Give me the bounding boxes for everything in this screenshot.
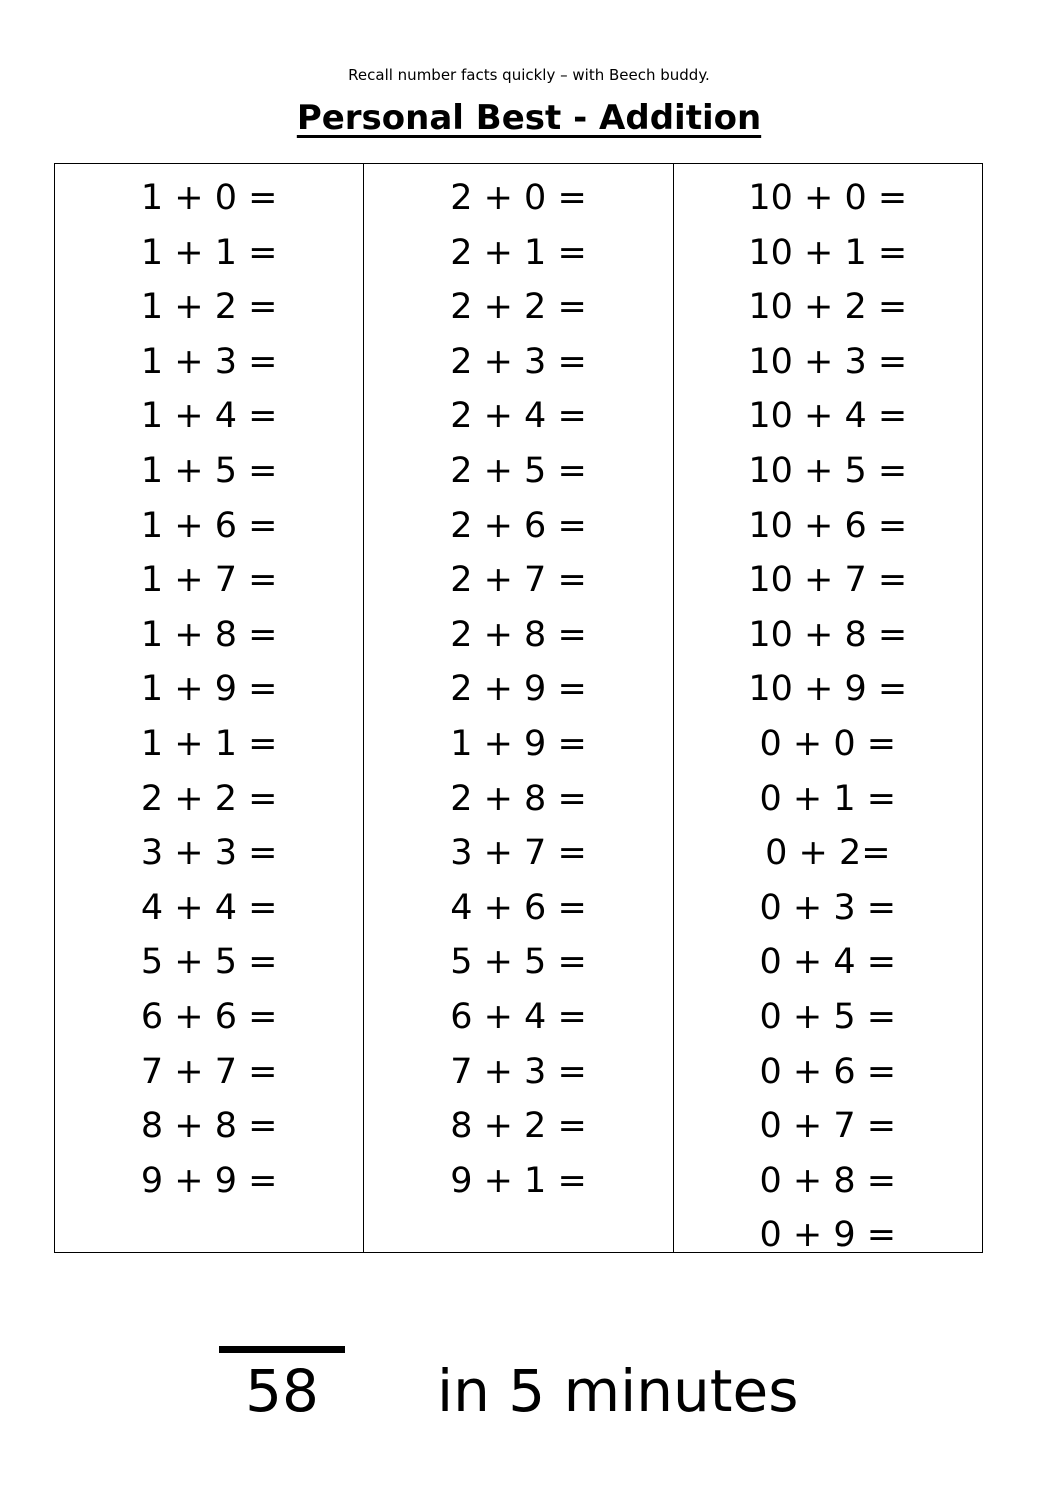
addition-fact: 1 + 1 = [140,232,278,273]
addition-fact: 5 + 5 = [140,942,278,983]
addition-fact: 10 + 5 = [748,450,908,491]
addition-fact: 8 + 2 = [450,1106,587,1147]
addition-fact: 1 + 7 = [140,560,278,601]
addition-fact: 2 + 9 = [450,669,587,710]
facts-grid [54,163,983,1256]
addition-fact: 7 + 3 = [450,1051,587,1092]
addition-fact: 0 + 1 = [759,778,897,819]
addition-fact: 10 + 2 = [748,287,908,328]
worksheet-subtitle: Recall number facts quickly – with Beech buddy. [348,66,710,84]
facts-column-ones [55,164,363,1252]
addition-fact: 10 + 8 = [748,614,908,655]
addition-fact: 1 + 4 = [140,396,278,437]
score-value: 58 [245,1357,319,1425]
addition-fact: 10 + 6 = [748,505,908,546]
addition-fact: 1 + 2 = [140,287,278,328]
addition-fact: 0 + 4 = [759,942,897,983]
addition-fact: 7 + 7 = [140,1051,278,1092]
addition-fact: 2 + 6 = [450,505,587,546]
addition-fact: 2 + 2 = [140,778,278,819]
addition-fact: 1 + 9 = [450,723,587,764]
addition-fact: 3 + 3 = [140,833,278,874]
addition-fact: 2 + 1 = [450,232,587,273]
addition-fact: 0 + 8 = [759,1160,897,1201]
addition-fact: 0 + 5 = [759,996,897,1037]
addition-fact: 6 + 6 = [140,996,278,1037]
addition-fact: 1 + 9 = [140,669,278,710]
addition-fact: 8 + 8 = [140,1106,278,1147]
addition-fact: 2 + 8 = [450,614,587,655]
addition-fact: 2 + 0 = [450,178,587,218]
addition-fact: 2 + 4 = [450,396,587,437]
addition-fact: 2 + 8 = [450,778,587,819]
facts-column-tens-and-zeros [673,164,982,1256]
addition-fact: 10 + 0 = [748,178,908,218]
addition-fact: 0 + 2= [765,833,891,874]
addition-fact: 0 + 6 = [759,1051,897,1092]
addition-fact: 9 + 1 = [450,1160,587,1201]
score-line [219,1346,345,1353]
worksheet-title: Personal Best - Addition [296,98,762,138]
addition-fact: 4 + 4 = [140,887,278,928]
addition-fact: 1 + 8 = [140,614,278,655]
addition-fact: 1 + 5 = [140,450,278,491]
addition-fact: 5 + 5 = [450,942,587,983]
addition-fact: 2 + 5 = [450,450,587,491]
addition-fact: 9 + 9 = [140,1160,278,1201]
addition-fact: 0 + 0 = [759,723,897,764]
addition-fact: 3 + 7 = [450,833,587,874]
addition-fact: 1 + 0 = [140,178,278,218]
addition-fact: 0 + 7 = [759,1106,897,1147]
facts-column-twos [363,164,672,1252]
addition-fact: 0 + 3 = [759,887,897,928]
score-label: in 5 minutes [437,1357,799,1425]
addition-fact: 2 + 3 = [450,341,587,382]
addition-fact: 6 + 4 = [450,996,587,1037]
addition-fact: 10 + 3 = [748,341,908,382]
addition-fact: 1 + 1 = [140,723,278,764]
addition-fact: 10 + 9 = [748,669,908,710]
addition-fact: 10 + 1 = [748,232,908,273]
addition-fact: 4 + 6 = [450,887,587,928]
addition-fact: 0 + 9 = [759,1215,897,1256]
addition-fact: 1 + 6 = [140,505,278,546]
addition-fact: 10 + 4 = [748,396,908,437]
addition-fact: 10 + 7 = [748,560,908,601]
addition-fact: 1 + 3 = [140,341,278,382]
addition-fact: 2 + 2 = [450,287,587,328]
addition-fact: 2 + 7 = [450,560,587,601]
